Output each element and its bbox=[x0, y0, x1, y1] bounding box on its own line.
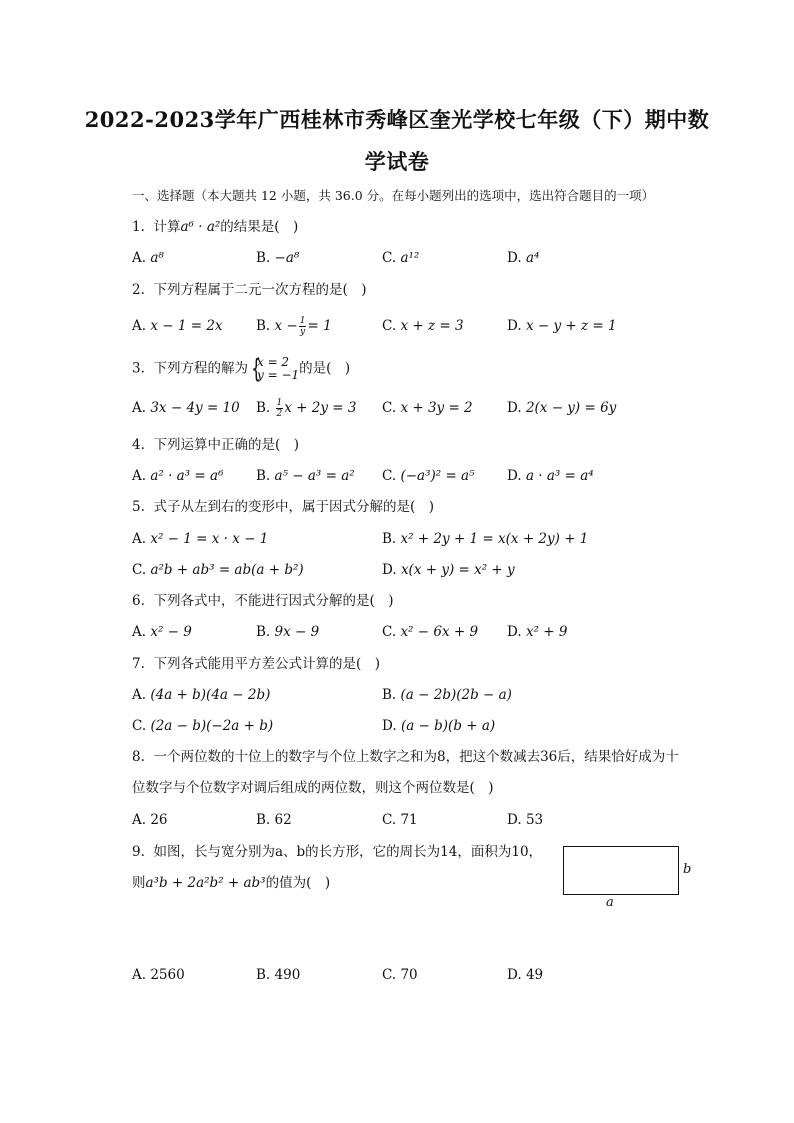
q9-expr: a³b + 2a²b² + ab³ bbox=[145, 875, 266, 891]
page-title-line2: 学试卷 bbox=[364, 149, 430, 174]
rectangle-figure bbox=[563, 846, 679, 895]
q9-stem-line2 bbox=[132, 873, 330, 893]
q3-option-a bbox=[132, 398, 240, 418]
q9-option-b bbox=[256, 965, 300, 985]
q8-option-b bbox=[256, 810, 292, 830]
q1-option-b bbox=[256, 248, 299, 268]
option-text: a⁸ bbox=[150, 250, 164, 266]
option-text: x² + 2y + 1 = x(x + 2y) + 1 bbox=[400, 531, 589, 547]
question-4 bbox=[132, 435, 299, 455]
q7-number: 7. bbox=[132, 656, 145, 672]
q3-option-c bbox=[382, 398, 473, 418]
option-letter: A. bbox=[132, 250, 147, 266]
q6-option-a bbox=[132, 622, 192, 642]
option-text: 49 bbox=[525, 967, 544, 983]
option-letter: A. bbox=[132, 812, 147, 828]
option-text: x² − 9 bbox=[150, 624, 192, 640]
question-2 bbox=[132, 280, 367, 300]
q5-option-b bbox=[382, 529, 588, 549]
option-text: (a − 2b)(2b − a) bbox=[400, 687, 512, 703]
question-6 bbox=[132, 591, 394, 611]
q1-number: 1. bbox=[132, 219, 145, 235]
q9-option-c bbox=[382, 965, 418, 985]
option-letter: C. bbox=[382, 468, 397, 484]
option-letter: D. bbox=[382, 718, 397, 734]
q4-option-d bbox=[507, 466, 594, 486]
option-letter: A. bbox=[132, 687, 147, 703]
question-9 bbox=[132, 842, 542, 862]
q3-option-b bbox=[256, 398, 356, 419]
option-text: x + z = 3 bbox=[400, 318, 464, 334]
option-letter: B. bbox=[256, 250, 271, 266]
system-eq-1: x = 2 bbox=[256, 355, 290, 369]
option-letter: A. bbox=[132, 318, 147, 334]
option-letter: C. bbox=[382, 250, 397, 266]
q9-number: 9. bbox=[132, 844, 145, 860]
q2-option-d bbox=[507, 316, 617, 336]
q1-option-c bbox=[382, 248, 419, 268]
option-letter: C. bbox=[132, 718, 147, 734]
q5-number: 5. bbox=[132, 499, 145, 515]
rectangle-label-a: a bbox=[606, 895, 614, 910]
option-text: a⁴ bbox=[525, 250, 540, 266]
q6-option-b bbox=[256, 622, 319, 642]
q4-option-b bbox=[256, 466, 355, 486]
option-letter: C. bbox=[382, 318, 397, 334]
question-1 bbox=[132, 217, 298, 237]
q5-option-a bbox=[132, 529, 268, 549]
option-letter: C. bbox=[382, 400, 397, 416]
brace-icon: { bbox=[251, 354, 262, 384]
q2-option-c bbox=[382, 316, 464, 336]
option-letter: A. bbox=[132, 400, 147, 416]
q8-option-d bbox=[507, 810, 543, 830]
page-title-line1: 2022-2023学年广西桂林市秀峰区奎光学校七年级（下）期中数 bbox=[84, 107, 710, 132]
option-text: −a⁸ bbox=[274, 250, 300, 266]
option-letter: D. bbox=[507, 468, 522, 484]
equation-system bbox=[248, 356, 299, 382]
option-text: 490 bbox=[274, 967, 301, 983]
option-text: = 1 bbox=[307, 318, 332, 334]
option-text: (a − b)(b + a) bbox=[400, 718, 496, 734]
option-letter: D. bbox=[507, 400, 522, 416]
option-text: x(x + y) = x² + y bbox=[400, 562, 515, 578]
q7-option-a bbox=[132, 685, 270, 705]
option-letter: D. bbox=[507, 812, 522, 828]
numerator: 1 bbox=[299, 316, 306, 326]
option-letter: B. bbox=[256, 624, 271, 640]
q7-option-c bbox=[132, 716, 273, 736]
option-letter: B. bbox=[256, 318, 271, 334]
q3-number: 3. bbox=[132, 360, 145, 377]
q3-stem-a: 下列方程的解为 bbox=[153, 360, 248, 377]
q1-option-a bbox=[132, 248, 164, 268]
option-text: 26 bbox=[150, 812, 168, 828]
q8-option-c bbox=[382, 810, 418, 830]
option-letter: A. bbox=[132, 624, 147, 640]
option-text: 71 bbox=[400, 812, 418, 828]
option-letter: A. bbox=[132, 967, 147, 983]
q4-number: 4. bbox=[132, 437, 145, 453]
option-text: a⁵ − a³ = a² bbox=[274, 468, 355, 484]
q6-option-d bbox=[507, 622, 567, 642]
q7-option-b bbox=[382, 685, 512, 705]
numerator: 1 bbox=[276, 398, 283, 408]
question-3 bbox=[132, 356, 350, 382]
option-text: x − 1 = 2x bbox=[150, 318, 223, 334]
q8-stem-line1: 一个两位数的十位上的数字与个位上数字之和为8，把这个数减去36后，结果恰好成为十 bbox=[153, 749, 679, 765]
q8-option-a bbox=[132, 810, 168, 830]
option-letter: B. bbox=[382, 531, 397, 547]
option-letter: C. bbox=[382, 624, 397, 640]
section-heading: 一、选择题（本大题共 12 小题，共 36.0 分。在每小题列出的选项中，选出符合题目的一项） bbox=[132, 188, 655, 203]
q5-option-c bbox=[132, 560, 304, 580]
q5-option-d bbox=[382, 560, 515, 580]
option-letter: B. bbox=[256, 812, 271, 828]
option-text: a¹² bbox=[400, 250, 420, 266]
option-text: 2560 bbox=[150, 967, 185, 983]
option-text: 70 bbox=[400, 967, 418, 983]
q2-option-b bbox=[256, 316, 332, 337]
q6-number: 6. bbox=[132, 593, 145, 609]
q9-stem-a: 则 bbox=[132, 875, 146, 891]
option-text: (−a³)² = a⁵ bbox=[400, 468, 475, 484]
option-text: 53 bbox=[525, 812, 544, 828]
option-text: (4a + b)(4a − 2b) bbox=[150, 687, 271, 703]
question-8 bbox=[132, 747, 679, 767]
option-text: x − bbox=[274, 318, 298, 334]
q3-option-d bbox=[507, 398, 616, 418]
option-letter: D. bbox=[382, 562, 397, 578]
q9-option-a bbox=[132, 965, 185, 985]
option-letter: D. bbox=[507, 318, 522, 334]
fraction bbox=[276, 398, 284, 419]
option-text: 62 bbox=[274, 812, 292, 828]
option-letter: C. bbox=[382, 812, 397, 828]
q2-stem: 下列方程属于二元一次方程的是( ) bbox=[153, 282, 367, 298]
q7-stem: 下列各式能用平方差公式计算的是( ) bbox=[153, 656, 381, 672]
q9-stem-line1: 如图，长与宽分别为a、b的长方形，它的周长为14，面积为10， bbox=[153, 844, 543, 860]
q5-stem: 式子从左到右的变形中，属于因式分解的是( ) bbox=[153, 499, 435, 515]
q6-stem: 下列各式中，不能进行因式分解的是( ) bbox=[153, 593, 394, 609]
denominator: 2 bbox=[276, 409, 283, 419]
option-text: x + 3y = 2 bbox=[400, 400, 473, 416]
q8-number: 8. bbox=[132, 749, 145, 765]
option-text: a² · a³ = a⁶ bbox=[150, 468, 224, 484]
option-text: a · a³ = a⁴ bbox=[525, 468, 594, 484]
option-letter: B. bbox=[256, 967, 271, 983]
option-text: (2a − b)(−2a + b) bbox=[150, 718, 274, 734]
option-letter: B. bbox=[256, 468, 271, 484]
option-text: x − y + z = 1 bbox=[525, 318, 617, 334]
q1-stem-a: 计算 bbox=[153, 219, 181, 235]
option-letter: B. bbox=[382, 687, 397, 703]
option-text: 3x − 4y = 10 bbox=[150, 400, 240, 416]
rectangle-label-b: b bbox=[683, 862, 692, 877]
q6-option-c bbox=[382, 622, 478, 642]
q9-option-d bbox=[507, 965, 543, 985]
option-letter: D. bbox=[507, 624, 522, 640]
option-letter: D. bbox=[507, 967, 522, 983]
q1-stem-b: 的结果是( ) bbox=[220, 219, 299, 235]
denominator: y bbox=[300, 327, 306, 337]
system-eq-2: y = −1 bbox=[256, 368, 300, 382]
q1-expr: a⁶ · a² bbox=[180, 219, 221, 235]
question-5 bbox=[132, 497, 434, 517]
option-text: x + 2y = 3 bbox=[284, 400, 357, 416]
q9-stem-b: 的值为( ) bbox=[265, 875, 331, 891]
option-letter: C. bbox=[382, 967, 397, 983]
q2-number: 2. bbox=[132, 282, 145, 298]
option-letter: D. bbox=[507, 250, 522, 266]
option-text: x² − 1 = x · x − 1 bbox=[150, 531, 269, 547]
q8-stem-line2: 位数字与个位数字对调后组成的两位数，则这个两位数是( ) bbox=[132, 780, 494, 796]
option-letter: A. bbox=[132, 531, 147, 547]
q3-stem-b: 的是( ) bbox=[299, 360, 351, 377]
question-7 bbox=[132, 654, 380, 674]
option-text: 2(x − y) = 6y bbox=[525, 400, 617, 416]
q2-option-a bbox=[132, 316, 223, 336]
option-letter: C. bbox=[132, 562, 147, 578]
option-text: 9x − 9 bbox=[274, 624, 320, 640]
option-text: x² + 9 bbox=[525, 624, 568, 640]
option-letter: A. bbox=[132, 468, 147, 484]
q7-option-d bbox=[382, 716, 495, 736]
q1-option-d bbox=[507, 248, 539, 268]
option-text: x² − 6x + 9 bbox=[400, 624, 479, 640]
q4-option-a bbox=[132, 466, 224, 486]
option-text: a²b + ab³ = ab(a + b²) bbox=[150, 562, 304, 578]
q4-stem: 下列运算中正确的是( ) bbox=[153, 437, 300, 453]
q4-option-c bbox=[382, 466, 475, 486]
option-letter: B. bbox=[256, 400, 271, 416]
fraction bbox=[299, 316, 307, 337]
